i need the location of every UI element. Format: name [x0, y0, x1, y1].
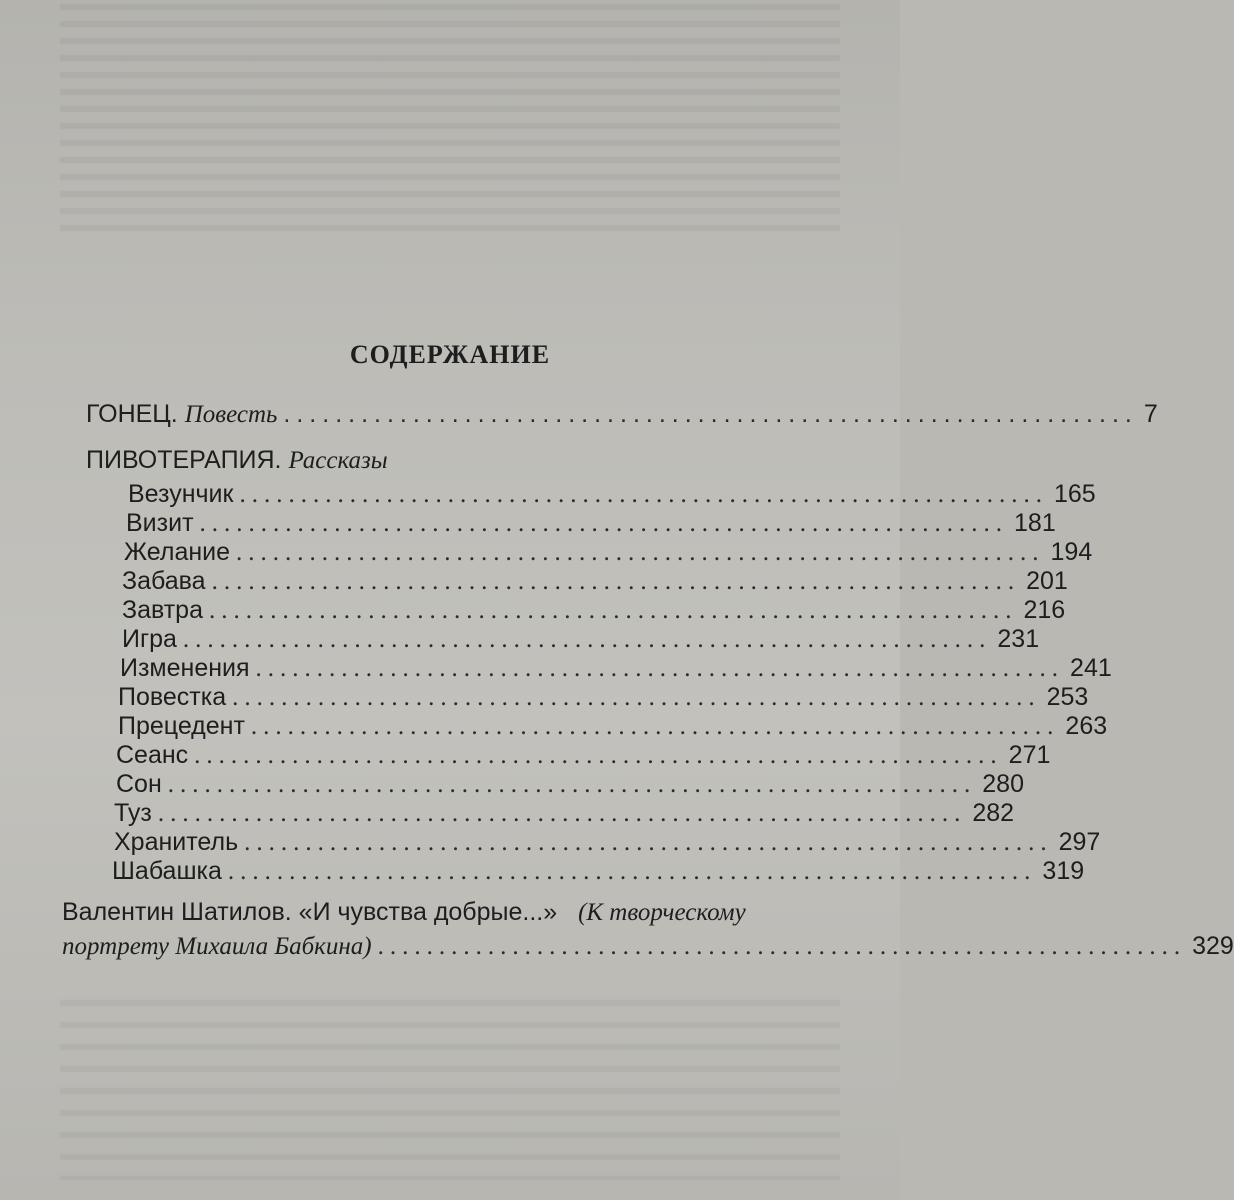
- leader-dots: ..................................................................: [250, 713, 1060, 740]
- leader-dots: ..................................................................: [182, 626, 992, 653]
- story-title: Шабашка: [112, 857, 222, 885]
- leader-dots: ..................................................................: [377, 933, 1187, 960]
- story-title: Сон: [116, 770, 162, 798]
- toc-page-number: 241: [1070, 654, 1112, 682]
- toc-story: [122, 567, 1068, 599]
- toc-story: [120, 654, 1112, 686]
- story-title: Повестка: [118, 683, 227, 711]
- toc-entry-gonets: [86, 400, 1158, 432]
- toc-page-number: 7: [1143, 400, 1158, 428]
- toc-story: [118, 712, 1108, 744]
- toc-page-number: 253: [1046, 683, 1089, 711]
- toc-page-number: 297: [1058, 828, 1101, 856]
- toc-page-number: 271: [1008, 741, 1051, 769]
- toc-story: [116, 741, 1051, 773]
- story-title: Туз: [114, 799, 152, 827]
- afterword-note-end: портрету Михаила Бабкина): [62, 933, 372, 960]
- leader-dots: ..................................................................: [209, 597, 1018, 624]
- entry-title: ГОНЕЦ.: [86, 400, 178, 428]
- toc-story: [122, 596, 1066, 628]
- leader-dots: ..................................................................: [244, 829, 1053, 856]
- toc-story: [114, 799, 1015, 831]
- contents-heading: СОДЕРЖАНИЕ: [349, 340, 551, 369]
- toc-page-number: 280: [982, 770, 1024, 798]
- story-title: Игра: [122, 625, 177, 653]
- story-title: Прецедент: [118, 712, 245, 740]
- story-title: Везунчик: [128, 480, 234, 508]
- toc-story: [114, 828, 1101, 860]
- story-title: Хранитель: [114, 828, 239, 856]
- toc-story: [112, 857, 1085, 889]
- toc-page-number: 263: [1065, 712, 1108, 740]
- toc-story: [128, 480, 1096, 512]
- afterword-title: Валентин Шатилов. «И чувства добрые...»: [62, 898, 558, 926]
- toc-page-number: 216: [1023, 596, 1066, 624]
- toc-page-number: 282: [972, 799, 1015, 827]
- show-through-top: [60, 4, 840, 234]
- leader-dots: ..................................................................: [157, 800, 967, 827]
- afterword-note-start: (К творческому: [578, 899, 746, 926]
- leader-dots: ..................................................................: [232, 684, 1041, 711]
- leader-dots: ..................................................................: [194, 742, 1003, 769]
- section-title: ПИВОТЕРАПИЯ.: [86, 446, 282, 474]
- leader-dots: ..................................................................: [255, 655, 1065, 682]
- section-subtitle: Рассказы: [288, 447, 388, 474]
- toc-page-number: 181: [1014, 509, 1056, 537]
- leader-dots: ..................................................................: [211, 568, 1021, 595]
- toc-afterword-line2: [62, 932, 1234, 964]
- story-title: Забава: [122, 567, 206, 595]
- show-through-bottom: [60, 1000, 840, 1180]
- entry-subtitle: Повесть: [184, 401, 278, 428]
- leader-dots: ..................................................................: [167, 771, 977, 798]
- story-title: Завтра: [122, 596, 203, 624]
- toc-section-pivoterapiya: [86, 446, 388, 475]
- toc-story: [124, 538, 1093, 570]
- toc-page-number: 231: [997, 625, 1040, 653]
- leader-dots: ..................................................................: [283, 400, 1138, 428]
- toc-story: [116, 770, 1024, 802]
- toc-story: [126, 509, 1056, 541]
- leader-dots: ..................................................................: [236, 539, 1045, 566]
- leader-dots: ..................................................................: [239, 481, 1048, 508]
- toc-page-number: 329: [1192, 932, 1234, 960]
- toc-page-number: 165: [1053, 480, 1096, 508]
- toc-page-number: 201: [1026, 567, 1068, 595]
- leader-dots: ..................................................................: [199, 510, 1009, 537]
- leader-dots: ..................................................................: [227, 858, 1037, 885]
- toc-entry-label: [86, 400, 277, 429]
- toc-afterword-line1: [62, 898, 746, 927]
- story-title: Желание: [124, 538, 231, 566]
- toc-page-number: 319: [1042, 857, 1085, 885]
- story-title: Изменения: [120, 654, 250, 682]
- story-title: Визит: [126, 509, 194, 537]
- toc-page-number: 194: [1050, 538, 1093, 566]
- toc-story: [122, 625, 1040, 657]
- toc-story: [118, 683, 1089, 715]
- story-title: Сеанс: [116, 741, 189, 769]
